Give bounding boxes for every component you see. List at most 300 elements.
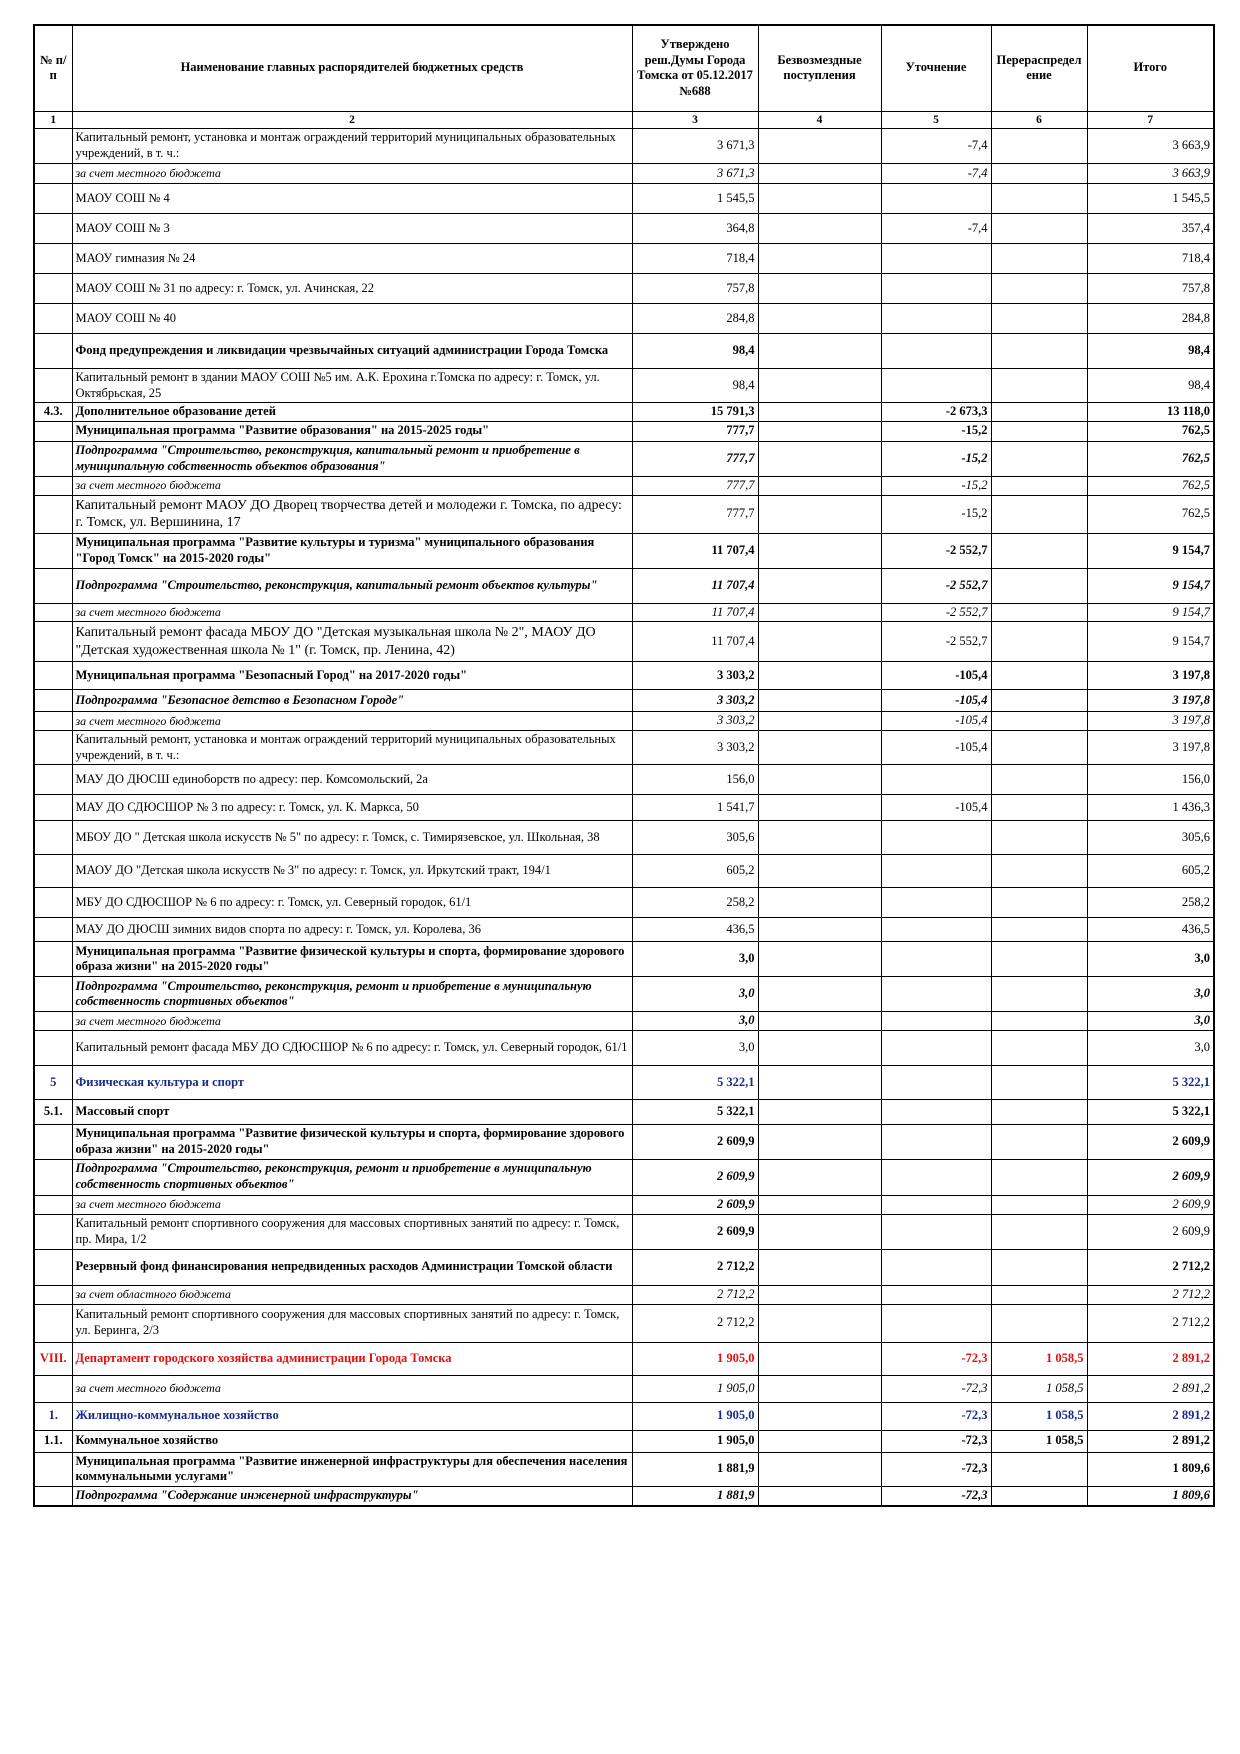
cell-total: 718,4 [1087,243,1214,273]
cell-total: 436,5 [1087,918,1214,942]
row-number [34,795,72,821]
row-number [34,603,72,622]
cell-total: 1 809,6 [1087,1486,1214,1506]
table-row [34,1031,1214,1066]
header-redistribution: Перераспредел ение [991,25,1087,111]
row-number [34,1214,72,1249]
cell-approved: 2 609,9 [632,1195,758,1214]
row-number [34,1249,72,1285]
cell-redistribution [991,1214,1087,1249]
row-number [34,495,72,533]
row-number: 1. [34,1402,72,1430]
row-number: 5 [34,1066,72,1100]
row-name: Капитальный ремонт в здании МАОУ СОШ №5 им. А.К. Ерохина г.Томска по адресу: г. Томск, ул. Октябрьская, 25 [72,368,632,402]
cell-redistribution: 1 058,5 [991,1375,1087,1402]
table-row [34,213,1214,243]
row-name: Резервный фонд финансирования непредвиденных расходов Администрации Томской области [72,1249,632,1285]
cell-total: 2 609,9 [1087,1125,1214,1159]
cell-approved: 5 322,1 [632,1100,758,1125]
cell-refine [881,1195,991,1214]
table-row [34,1452,1214,1486]
row-number [34,1031,72,1066]
cell-free [758,795,881,821]
cell-total: 3 197,8 [1087,690,1214,712]
row-number [34,273,72,303]
cell-redistribution [991,421,1087,441]
cell-free [758,303,881,333]
cell-redistribution: 1 058,5 [991,1342,1087,1375]
cell-refine [881,1249,991,1285]
cell-total: 1 436,3 [1087,795,1214,821]
table-row [34,183,1214,213]
cell-total: 2 609,9 [1087,1214,1214,1249]
row-number [34,1012,72,1031]
cell-approved: 1 881,9 [632,1486,758,1506]
cell-refine: -15,2 [881,476,991,495]
cell-free [758,243,881,273]
table-row [34,441,1214,476]
row-name: Дополнительное образование детей [72,403,632,422]
row-name: Жилищно-коммунальное хозяйство [72,1402,632,1430]
cell-refine: -7,4 [881,128,991,163]
row-name: за счет областного бюджета [72,1285,632,1304]
cell-refine: -15,2 [881,421,991,441]
cell-approved: 1 545,5 [632,183,758,213]
cell-refine [881,1304,991,1342]
cell-approved: 284,8 [632,303,758,333]
cell-refine [881,303,991,333]
cell-redistribution [991,1066,1087,1100]
row-number [34,163,72,183]
cell-redistribution [991,476,1087,495]
row-name: Физическая культура и спорт [72,1066,632,1100]
row-number [34,441,72,476]
row-name: за счет местного бюджета [72,1375,632,1402]
header-name: Наименование главных распорядителей бюджетных средств [72,25,632,111]
cell-total: 258,2 [1087,888,1214,918]
table-row [34,1195,1214,1214]
cell-approved: 11 707,4 [632,603,758,622]
column-number: 4 [758,111,881,128]
cell-total: 3 663,9 [1087,163,1214,183]
row-name: МБОУ ДО " Детская школа искусств № 5" по адресу: г. Томск, с. Тимирязевское, ул. Школьная, 38 [72,821,632,855]
row-number [34,533,72,568]
row-name: Подпрограмма "Строительство, реконструкция, капитальный ремонт и приобретение в муниципальную собственность объектов образования" [72,441,632,476]
cell-redistribution [991,568,1087,603]
cell-redistribution [991,1285,1087,1304]
cell-free [758,662,881,690]
cell-approved: 156,0 [632,765,758,795]
row-name: Подпрограмма "Безопасное детство в Безопасном Городе" [72,690,632,712]
cell-refine [881,1214,991,1249]
cell-approved: 2 712,2 [632,1304,758,1342]
row-number: VIII. [34,1342,72,1375]
cell-free [758,603,881,622]
row-name: за счет местного бюджета [72,603,632,622]
cell-redistribution [991,795,1087,821]
cell-approved: 777,7 [632,421,758,441]
cell-redistribution [991,731,1087,765]
cell-approved: 777,7 [632,476,758,495]
table-row [34,368,1214,402]
cell-free [758,1285,881,1304]
cell-redistribution [991,1031,1087,1066]
cell-refine: -2 552,7 [881,622,991,662]
cell-redistribution [991,662,1087,690]
cell-free [758,1486,881,1506]
cell-refine [881,855,991,888]
table-row [34,1304,1214,1342]
cell-redistribution [991,273,1087,303]
cell-approved: 364,8 [632,213,758,243]
cell-refine [881,1066,991,1100]
cell-free [758,183,881,213]
cell-approved: 605,2 [632,855,758,888]
cell-total: 762,5 [1087,441,1214,476]
row-name: Подпрограмма "Строительство, реконструкция, ремонт и приобретение в муниципальную собственность спортивных объектов" [72,1159,632,1195]
cell-total: 757,8 [1087,273,1214,303]
table-row [34,731,1214,765]
cell-free [758,1159,881,1195]
cell-total: 762,5 [1087,476,1214,495]
row-number [34,1486,72,1506]
cell-free [758,403,881,422]
cell-total: 156,0 [1087,765,1214,795]
column-numbers-row [34,111,1214,128]
cell-approved: 1 905,0 [632,1402,758,1430]
row-number [34,942,72,977]
row-number [34,333,72,368]
cell-redistribution [991,855,1087,888]
cell-redistribution [991,243,1087,273]
cell-refine: -15,2 [881,495,991,533]
cell-refine: -72,3 [881,1342,991,1375]
cell-refine: -15,2 [881,441,991,476]
cell-approved: 2 609,9 [632,1214,758,1249]
cell-free [758,765,881,795]
cell-refine [881,1285,991,1304]
row-number [34,303,72,333]
row-number [34,128,72,163]
table-row [34,495,1214,533]
cell-redistribution [991,942,1087,977]
row-name: МАУ ДО ДЮСШ единоборств по адресу: пер. Комсомольский, 2а [72,765,632,795]
cell-total: 9 154,7 [1087,533,1214,568]
cell-approved: 436,5 [632,918,758,942]
row-name: МАОУ СОШ № 31 по адресу: г. Томск, ул. Ачинская, 22 [72,273,632,303]
table-row [34,1159,1214,1195]
cell-redistribution [991,303,1087,333]
cell-redistribution [991,1125,1087,1159]
row-name: Фонд предупреждения и ликвидации чрезвычайных ситуаций администрации Города Томска [72,333,632,368]
table-row [34,243,1214,273]
row-number [34,1452,72,1486]
row-name: Департамент городского хозяйства администрации Города Томска [72,1342,632,1375]
cell-total: 1 809,6 [1087,1452,1214,1486]
table-row [34,1249,1214,1285]
cell-redistribution [991,1304,1087,1342]
cell-refine [881,1100,991,1125]
cell-free [758,821,881,855]
cell-free [758,1125,881,1159]
cell-refine: -2 552,7 [881,533,991,568]
cell-refine [881,273,991,303]
row-number [34,690,72,712]
cell-free [758,128,881,163]
cell-approved: 777,7 [632,495,758,533]
cell-refine [881,942,991,977]
table-row [34,1100,1214,1125]
row-number [34,1375,72,1402]
cell-free [758,1031,881,1066]
table-row [34,821,1214,855]
row-name: Муниципальная программа "Развитие физической культуры и спорта, формирование здорового образа жизни" на 2015-2020 годы" [72,1125,632,1159]
cell-redistribution [991,1486,1087,1506]
cell-redistribution [991,183,1087,213]
row-name: за счет местного бюджета [72,476,632,495]
cell-approved: 1 541,7 [632,795,758,821]
table-row [34,712,1214,731]
table-row [34,1486,1214,1506]
table-body [34,128,1214,1506]
cell-redistribution [991,1159,1087,1195]
cell-approved: 3 671,3 [632,163,758,183]
cell-total: 3,0 [1087,977,1214,1012]
cell-redistribution [991,622,1087,662]
row-name: Капитальный ремонт спортивного сооружения для массовых спортивных занятий по адресу: г. Томск, ул. Беринга, 2/3 [72,1304,632,1342]
cell-refine: -2 552,7 [881,568,991,603]
table-row [34,1285,1214,1304]
table-row [34,888,1214,918]
row-name: Капитальный ремонт фасада МБУ ДО СДЮСШОР № 6 по адресу: г. Томск, ул. Северный городок, 61/1 [72,1031,632,1066]
table-row [34,568,1214,603]
table-row [34,690,1214,712]
table-row [34,273,1214,303]
cell-free [758,368,881,402]
cell-total: 3,0 [1087,1012,1214,1031]
table-row [34,1430,1214,1452]
cell-redistribution [991,213,1087,243]
cell-refine [881,243,991,273]
cell-total: 9 154,7 [1087,603,1214,622]
table-row [34,303,1214,333]
cell-free [758,855,881,888]
row-number: 4.3. [34,403,72,422]
cell-free [758,568,881,603]
cell-refine [881,1031,991,1066]
cell-free [758,1452,881,1486]
cell-refine: -2 673,3 [881,403,991,422]
header-refine: Уточнение [881,25,991,111]
cell-free [758,213,881,243]
cell-redistribution [991,368,1087,402]
cell-refine: -7,4 [881,163,991,183]
row-number [34,183,72,213]
cell-redistribution [991,977,1087,1012]
cell-free [758,1195,881,1214]
cell-redistribution [991,918,1087,942]
cell-free [758,731,881,765]
cell-approved: 2 609,9 [632,1159,758,1195]
cell-approved: 15 791,3 [632,403,758,422]
row-name: Муниципальная программа "Развитие инженерной инфраструктуры для обеспечения населения коммунальными услугами" [72,1452,632,1486]
cell-approved: 3 303,2 [632,690,758,712]
table-row [34,333,1214,368]
cell-free [758,421,881,441]
table-row [34,476,1214,495]
cell-approved: 3 303,2 [632,731,758,765]
row-name: Муниципальная программа "Развитие физической культуры и спорта, формирование здорового образа жизни" на 2015-2020 годы" [72,942,632,977]
column-number: 3 [632,111,758,128]
row-name: Муниципальная программа "Безопасный Город" на 2017-2020 годы" [72,662,632,690]
cell-total: 2 609,9 [1087,1159,1214,1195]
cell-free [758,622,881,662]
cell-approved: 5 322,1 [632,1066,758,1100]
cell-redistribution [991,765,1087,795]
row-number [34,243,72,273]
cell-approved: 3,0 [632,977,758,1012]
cell-total: 762,5 [1087,495,1214,533]
row-number [34,1304,72,1342]
cell-total: 3 663,9 [1087,128,1214,163]
table-row [34,795,1214,821]
cell-refine: -72,3 [881,1402,991,1430]
cell-refine [881,918,991,942]
column-number: 1 [34,111,72,128]
table-row [34,603,1214,622]
cell-total: 3,0 [1087,1031,1214,1066]
row-number [34,476,72,495]
cell-approved: 3,0 [632,942,758,977]
cell-free [758,1375,881,1402]
row-number [34,568,72,603]
column-number: 6 [991,111,1087,128]
table-row [34,977,1214,1012]
row-number [34,1125,72,1159]
cell-total: 2 891,2 [1087,1430,1214,1452]
column-number: 2 [72,111,632,128]
cell-free [758,533,881,568]
table-row [34,533,1214,568]
header-approved: Утверждено реш.Думы Города Томска от 05.12.2017 №688 [632,25,758,111]
cell-total: 9 154,7 [1087,568,1214,603]
cell-refine [881,333,991,368]
cell-total: 2 712,2 [1087,1304,1214,1342]
cell-redistribution: 1 058,5 [991,1430,1087,1452]
cell-total: 5 322,1 [1087,1066,1214,1100]
cell-redistribution [991,1249,1087,1285]
cell-total: 2 891,2 [1087,1375,1214,1402]
cell-approved: 98,4 [632,333,758,368]
row-name: Капитальный ремонт фасада МБОУ ДО "Детская музыкальная школа № 2", МАОУ ДО "Детская художественная школа № 1" (г. Томск, пр. Ленина, 42) [72,622,632,662]
row-number [34,888,72,918]
cell-refine [881,183,991,213]
cell-total: 605,2 [1087,855,1214,888]
cell-total: 2 891,2 [1087,1402,1214,1430]
cell-total: 2 712,2 [1087,1285,1214,1304]
header-row [34,25,1214,111]
header-num: № п/п [34,25,72,111]
cell-free [758,1012,881,1031]
cell-approved: 3,0 [632,1031,758,1066]
cell-approved: 11 707,4 [632,568,758,603]
cell-redistribution [991,603,1087,622]
cell-refine: -105,4 [881,731,991,765]
cell-free [758,163,881,183]
cell-approved: 1 881,9 [632,1452,758,1486]
table-row [34,662,1214,690]
row-name: МБУ ДО СДЮСШОР № 6 по адресу: г. Томск, ул. Северный городок, 61/1 [72,888,632,918]
cell-free [758,273,881,303]
row-number [34,731,72,765]
cell-approved: 98,4 [632,368,758,402]
cell-approved: 11 707,4 [632,533,758,568]
cell-refine [881,765,991,795]
cell-approved: 3 303,2 [632,712,758,731]
row-number [34,821,72,855]
row-name: МАОУ гимназия № 24 [72,243,632,273]
row-number [34,622,72,662]
cell-approved: 757,8 [632,273,758,303]
table-row [34,421,1214,441]
cell-free [758,1304,881,1342]
cell-refine: -105,4 [881,662,991,690]
cell-free [758,1214,881,1249]
row-name: Капитальный ремонт МАОУ ДО Дворец творчества детей и молодежи г. Томска, по адресу: г. Томск, ул. Вершинина, 17 [72,495,632,533]
cell-approved: 1 905,0 [632,1375,758,1402]
row-number [34,855,72,888]
row-name: МАОУ СОШ № 3 [72,213,632,243]
cell-total: 3 197,8 [1087,662,1214,690]
header-total: Итого [1087,25,1214,111]
cell-refine: -72,3 [881,1430,991,1452]
cell-redistribution [991,495,1087,533]
cell-approved: 2 712,2 [632,1249,758,1285]
row-number [34,368,72,402]
table-row [34,1125,1214,1159]
column-number: 5 [881,111,991,128]
cell-approved: 1 905,0 [632,1342,758,1375]
cell-redistribution [991,888,1087,918]
cell-refine: -72,3 [881,1452,991,1486]
row-name: МАОУ ДО "Детская школа искусств № 3" по адресу: г. Томск, ул. Иркутский тракт, 194/1 [72,855,632,888]
table-row [34,403,1214,422]
cell-total: 305,6 [1087,821,1214,855]
cell-free [758,690,881,712]
row-number: 5.1. [34,1100,72,1125]
row-number [34,765,72,795]
table-row [34,1066,1214,1100]
table-row [34,918,1214,942]
cell-redistribution [991,441,1087,476]
cell-total: 1 545,5 [1087,183,1214,213]
cell-redistribution [991,403,1087,422]
cell-total: 3 197,8 [1087,731,1214,765]
cell-refine [881,1159,991,1195]
row-name: за счет местного бюджета [72,163,632,183]
cell-redistribution [991,1012,1087,1031]
cell-redistribution [991,128,1087,163]
row-name: Капитальный ремонт, установка и монтаж ограждений территорий муниципальных образовательных учреждений, в т. ч.: [72,128,632,163]
cell-refine: -105,4 [881,712,991,731]
cell-total: 357,4 [1087,213,1214,243]
cell-free [758,495,881,533]
cell-free [758,1342,881,1375]
row-number [34,712,72,731]
row-name: МАУ ДО ДЮСШ зимних видов спорта по адресу: г. Томск, ул. Королева, 36 [72,918,632,942]
cell-approved: 1 905,0 [632,1430,758,1452]
cell-total: 5 322,1 [1087,1100,1214,1125]
